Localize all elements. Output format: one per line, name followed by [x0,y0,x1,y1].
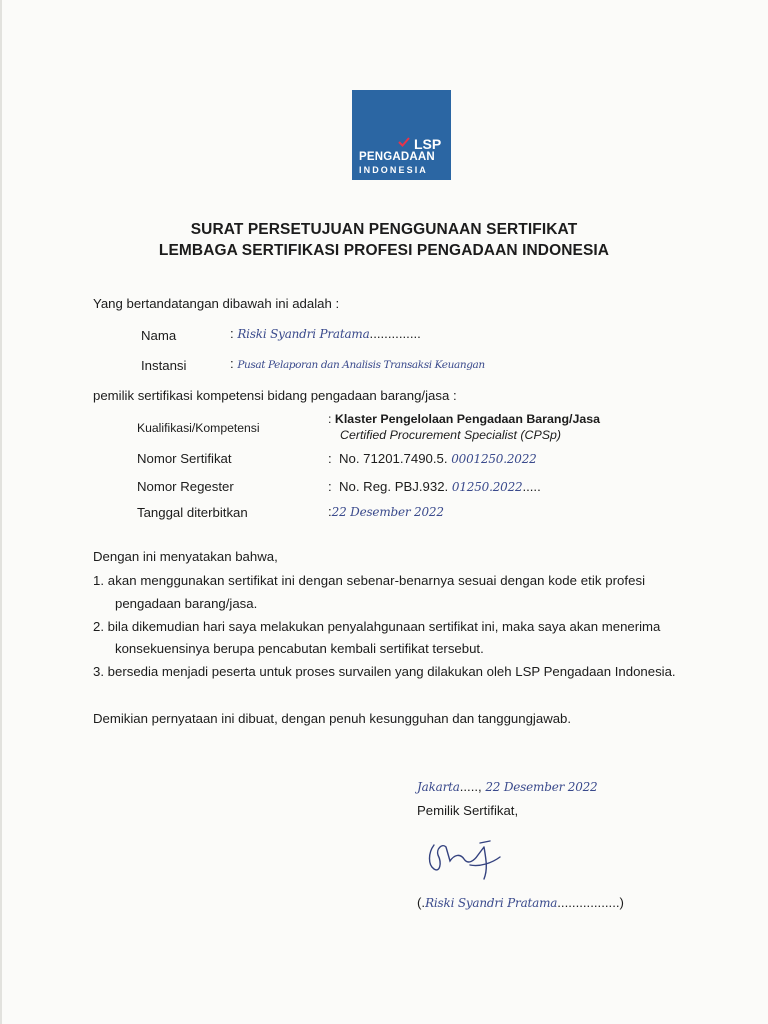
statement-item1-line1: 1. akan menggunakan sertifikat ini dengan sebenar-benarnya sesuai dengan kode etik profesi [93,573,646,588]
nama-value: Riski Syandri Pratama [237,327,370,341]
tanggal-value: 22 Desember 2022 [331,505,444,519]
closing-text: Demikian pernyataan ini dibuat, dengan penuh kesungguhan dan tanggungjawab. [93,711,572,726]
owner-line: pemilik sertifikasi kompetensi bidang pengadaan barang/jasa : [93,388,457,403]
place-date-line [417,779,598,794]
signer-role: Pemilik Sertifikat, [417,803,519,818]
nomor-regester-hand: 01250.2022 [451,480,523,494]
handwritten-signature [420,835,510,895]
logo-indonesia-text: INDONESIA [359,165,428,175]
nomor-sertifikat-label: Nomor Sertifikat [137,451,232,466]
nomor-sertifikat-field: : No. 71201.7490.5. 0001250.2022 [328,451,537,466]
kualifikasi-subtitle: Certified Procurement Specialist (CPSp) [340,428,562,442]
place-value: Jakarta [417,780,460,794]
nomor-regester-prefix: No. Reg. PBJ.932. [339,479,449,494]
nama-label: Nama [141,328,177,343]
logo-lsp-text: LSP [414,136,442,152]
kualifikasi-label: Kualifikasi/Kompetensi [137,421,260,435]
instansi-field: : Pusat Pelaporan dan Analisis Transaksi Keuangan [230,356,485,371]
statement-item2-line2: konsekuensinya berupa pencabutan kembali sertifikat tersebut. [115,641,484,656]
instansi-value: Pusat Pelaporan dan Analisis Transaksi Keuangan [237,359,485,371]
kualifikasi-field: : Klaster Pengelolaan Pengadaan Barang/Jasa [328,412,601,426]
statement-item2-line1: 2. bila dikemudian hari saya melakukan penyalahgunaan sertifikat ini, maka saya akan menerima [93,619,661,634]
nama-dots: .............. [369,326,421,341]
statement-intro: Dengan ini menyatakan bahwa, [93,549,278,564]
logo-pengadaan-text: PENGADAAN [359,151,435,163]
open-paren: (. [417,895,426,910]
nomor-regester-dots: ..... [522,479,541,494]
nomor-sertifikat-hand: 0001250.2022 [451,452,537,466]
statement-item3: 3. bersedia menjadi peserta untuk proses survailen yang dilakukan oleh LSP Pengadaan Indonesia. [93,664,676,679]
lsp-logo [352,90,451,180]
intro-text: Yang bertandatangan dibawah ini adalah : [93,296,340,311]
date-value: 22 Desember 2022 [485,780,598,794]
nama-field: : Riski Syandri Pratama.............. [230,326,421,341]
tanggal-field: :22 Desember 2022 [328,504,444,519]
document-title-line2: LEMBAGA SERTIFIKASI PROFESI PENGADAAN INDONESIA [158,242,610,259]
tanggal-label: Tanggal diterbitkan [137,505,248,520]
signer-name: Riski Syandri Pratama [425,896,558,910]
nomor-regester-field: : No. Reg. PBJ.932. 01250.2022..... [328,479,541,494]
nomor-regester-label: Nomor Regester [137,479,234,494]
place-dots: ....., [459,779,482,794]
signer-name-line [417,895,624,910]
kualifikasi-value: Klaster Pengelolaan Pengadaan Barang/Jasa [334,412,601,426]
checkmark-icon [398,137,410,147]
scan-edge [0,0,2,1024]
nomor-sertifikat-prefix: No. 71201.7490.5. [339,451,448,466]
instansi-label: Instansi [141,358,187,373]
close-dots: .................) [557,895,624,910]
statement-item1-line2: pengadaan barang/jasa. [115,596,258,611]
document-title-line1: SURAT PERSETUJUAN PENGGUNAAN SERTIFIKAT [190,221,578,238]
